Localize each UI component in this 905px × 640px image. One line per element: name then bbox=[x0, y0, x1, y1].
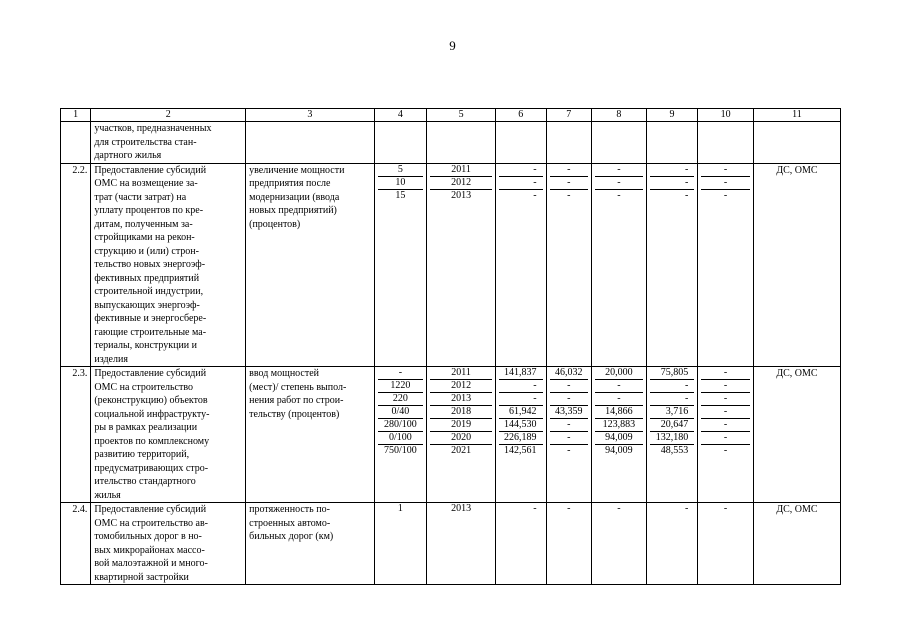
sub-value: 280/100 bbox=[378, 419, 424, 432]
sub-value: 94,009 bbox=[605, 445, 633, 456]
sub-value: - bbox=[550, 432, 589, 445]
indicator-line: тельству (процентов) bbox=[249, 408, 340, 420]
code-cell: 2.3. bbox=[61, 367, 91, 503]
sub-value: 2020 bbox=[430, 432, 492, 445]
sub-value: 1220 bbox=[378, 380, 424, 393]
value-cell bbox=[495, 367, 546, 503]
description-line: Предоставление субсидий bbox=[94, 368, 207, 379]
value-cell bbox=[546, 122, 592, 164]
indicator-line: строенных автомо- bbox=[249, 517, 331, 529]
sub-value: - bbox=[701, 164, 750, 177]
indicator-cell bbox=[246, 163, 374, 367]
sub-value: - bbox=[650, 393, 695, 406]
sub-value: 2019 bbox=[430, 419, 492, 432]
indicator-line: модернизации (ввода bbox=[249, 191, 340, 203]
sub-value: 15 bbox=[395, 189, 406, 201]
header-cell: 10 bbox=[698, 109, 754, 122]
sub-value: - bbox=[701, 380, 750, 393]
description-line: предусматривающих стро- bbox=[94, 462, 209, 474]
executor-cell: ДС, ОМС bbox=[753, 503, 840, 585]
sub-value: - bbox=[550, 164, 589, 177]
header-cell: 7 bbox=[546, 109, 592, 122]
sub-value: 144,530 bbox=[499, 419, 543, 432]
page-number: 9 bbox=[449, 38, 456, 53]
value-cell bbox=[592, 122, 647, 164]
description-line: тельство новых энергоэф- bbox=[94, 259, 206, 270]
description-line: жилья bbox=[94, 489, 121, 501]
sub-value: - bbox=[499, 380, 543, 393]
description-line: (реконструкцию) объектов bbox=[94, 395, 208, 406]
header-cell: 5 bbox=[427, 109, 496, 122]
program-row bbox=[61, 163, 841, 367]
year-cell bbox=[427, 122, 496, 164]
sub-value: - bbox=[550, 177, 589, 190]
indicator-line: (процентов) bbox=[249, 218, 301, 230]
sub-value: 2013 bbox=[451, 503, 472, 514]
header-cell: 1 bbox=[61, 109, 91, 122]
executor-cell: ДС, ОМС bbox=[753, 367, 840, 503]
sub-value: - bbox=[595, 393, 643, 406]
sub-value: - bbox=[723, 189, 728, 201]
indicator-line: предприятия после bbox=[249, 178, 331, 189]
header-cell: 6 bbox=[495, 109, 546, 122]
sub-value: - bbox=[684, 503, 689, 514]
description-line: дитам, полученным за- bbox=[94, 218, 193, 230]
description-line: уплату процентов по кре- bbox=[94, 205, 204, 216]
program-row bbox=[61, 503, 841, 585]
description-line: ОМС на возмещение за- bbox=[94, 178, 198, 189]
description-line: стройщиками на рекон- bbox=[94, 232, 195, 243]
sub-value: - bbox=[499, 393, 543, 406]
value-cell bbox=[698, 163, 754, 367]
value-cell bbox=[546, 367, 592, 503]
sub-value: - bbox=[701, 419, 750, 432]
sub-value: - bbox=[499, 164, 543, 177]
sub-value: 20,000 bbox=[595, 367, 643, 380]
value-cell bbox=[374, 163, 427, 367]
sub-value: - bbox=[701, 432, 750, 445]
sub-value: - bbox=[701, 177, 750, 190]
sub-value: - bbox=[723, 445, 728, 456]
sub-value: - bbox=[567, 445, 571, 456]
value-cell bbox=[495, 163, 546, 367]
value-cell bbox=[698, 367, 754, 503]
code-cell: 2.2. bbox=[61, 163, 91, 367]
executor-cell bbox=[753, 122, 840, 164]
sub-value: - bbox=[595, 164, 643, 177]
header-row bbox=[61, 109, 841, 122]
sub-value: 20,647 bbox=[650, 419, 695, 432]
sub-value: 3,716 bbox=[650, 406, 695, 419]
sub-value: 0/40 bbox=[378, 406, 424, 419]
description-line: Предоставление субсидий bbox=[94, 504, 207, 515]
description-line: гающие строительные ма- bbox=[94, 326, 207, 338]
sub-value: 2011 bbox=[430, 367, 492, 380]
sub-value: 2011 bbox=[430, 164, 492, 177]
year-cell bbox=[427, 367, 496, 503]
sub-value: 2012 bbox=[430, 380, 492, 393]
description-line: ОМС на строительство bbox=[94, 381, 194, 393]
sub-value: 1 bbox=[397, 503, 403, 514]
description-line: териалы, конструкции и bbox=[94, 340, 198, 351]
header-cell: 2 bbox=[91, 109, 246, 122]
description-line: выпускающих энергоэф- bbox=[94, 299, 200, 311]
description-cell bbox=[91, 367, 246, 503]
value-cell bbox=[374, 367, 427, 503]
sub-value: 5 bbox=[378, 164, 424, 177]
sub-value: - bbox=[533, 503, 537, 514]
value-cell bbox=[546, 163, 592, 367]
value-cell bbox=[646, 163, 698, 367]
sub-value: - bbox=[684, 189, 689, 201]
value-cell bbox=[592, 503, 647, 585]
value-cell bbox=[546, 503, 592, 585]
description-line: Предоставление субсидий bbox=[94, 164, 207, 176]
sub-value: - bbox=[595, 380, 643, 393]
description-line: для строительства стан- bbox=[94, 136, 197, 148]
sub-value: - bbox=[567, 503, 571, 514]
sub-value: 226,189 bbox=[499, 432, 543, 445]
sub-value: 46,032 bbox=[550, 367, 589, 380]
sub-value: 141,837 bbox=[499, 367, 543, 380]
sub-value: - bbox=[567, 189, 571, 201]
code-cell bbox=[61, 122, 91, 164]
sub-value: - bbox=[550, 393, 589, 406]
value-cell bbox=[698, 122, 754, 164]
header-cell: 11 bbox=[753, 109, 840, 122]
sub-value: - bbox=[378, 367, 424, 380]
sub-value: 123,883 bbox=[595, 419, 643, 432]
value-cell bbox=[646, 367, 698, 503]
header-cell: 9 bbox=[646, 109, 698, 122]
description-line: ительство стандартного bbox=[94, 476, 196, 487]
sub-value: 48,553 bbox=[660, 445, 689, 456]
description-line: ры в рамках реализации bbox=[94, 422, 198, 433]
indicator-line: (мест)/ степень выпол- bbox=[249, 381, 347, 393]
description-cell bbox=[91, 122, 246, 164]
indicator-line: увеличение мощности bbox=[249, 164, 345, 176]
description-line: ОМС на строительство ав- bbox=[94, 517, 209, 529]
sub-value: 220 bbox=[378, 393, 424, 406]
description-line: томобильных дорог в но- bbox=[94, 531, 202, 542]
value-cell bbox=[646, 122, 698, 164]
year-cell bbox=[427, 163, 496, 367]
description-line: проектов по комплексному bbox=[94, 435, 210, 447]
description-line: изделия bbox=[94, 353, 128, 365]
indicator-cell bbox=[246, 503, 374, 585]
value-cell bbox=[592, 163, 647, 367]
indicator-line: ввод мощностей bbox=[249, 368, 320, 379]
sub-value: - bbox=[617, 503, 621, 514]
sub-value: 75,805 bbox=[650, 367, 695, 380]
description-line: квартирной застройки bbox=[94, 571, 189, 583]
header-cell: 3 bbox=[246, 109, 374, 122]
sub-value: - bbox=[595, 177, 643, 190]
code-cell: 2.4. bbox=[61, 503, 91, 585]
sub-value: 43,359 bbox=[550, 406, 589, 419]
sub-value: 10 bbox=[378, 177, 424, 190]
sub-value: 142,561 bbox=[504, 445, 537, 456]
indicator-line: бильных дорог (км) bbox=[249, 531, 334, 542]
sub-value: 14,866 bbox=[595, 406, 643, 419]
sub-value: - bbox=[533, 189, 537, 201]
sub-value: 2013 bbox=[430, 393, 492, 406]
sub-value: 2013 bbox=[451, 189, 472, 201]
description-cell bbox=[91, 163, 246, 367]
sub-value: 2012 bbox=[430, 177, 492, 190]
description-line: развитию территорий, bbox=[94, 449, 190, 460]
value-cell bbox=[646, 503, 698, 585]
description-line: строительной индустрии, bbox=[94, 286, 204, 297]
sub-value: - bbox=[723, 503, 728, 514]
sub-value: 94,009 bbox=[595, 432, 643, 445]
description-line: участков, предназначенных bbox=[94, 123, 212, 134]
indicator-line: протяженность по- bbox=[249, 504, 330, 515]
sub-value: 2018 bbox=[430, 406, 492, 419]
sub-value: 0/100 bbox=[378, 432, 424, 445]
indicator-line: новых предприятий) bbox=[249, 205, 337, 216]
sub-value: 132,180 bbox=[650, 432, 695, 445]
description-line: струкцию и (или) строн- bbox=[94, 245, 199, 257]
sub-value: - bbox=[550, 380, 589, 393]
sub-value: - bbox=[550, 419, 589, 432]
continuation-row bbox=[61, 122, 841, 164]
sub-value: - bbox=[701, 393, 750, 406]
year-cell bbox=[427, 503, 496, 585]
program-row bbox=[61, 367, 841, 503]
description-line: вой малоэтажной и много- bbox=[94, 558, 208, 569]
description-cell bbox=[91, 503, 246, 585]
description-line: дартного жилья bbox=[94, 150, 162, 161]
sub-value: - bbox=[701, 406, 750, 419]
sub-value: - bbox=[650, 177, 695, 190]
sub-value: 61,942 bbox=[499, 406, 543, 419]
sub-value: - bbox=[650, 380, 695, 393]
indicator-cell bbox=[246, 367, 374, 503]
sub-value: 750/100 bbox=[384, 445, 417, 456]
value-cell bbox=[374, 122, 427, 164]
sub-value: - bbox=[499, 177, 543, 190]
value-cell bbox=[495, 503, 546, 585]
description-line: фективные и энергосбере- bbox=[94, 313, 207, 324]
program-table bbox=[60, 108, 841, 585]
description-line: вых микрорайонах массо- bbox=[94, 544, 205, 556]
sub-value: - bbox=[650, 164, 695, 177]
header-cell: 4 bbox=[374, 109, 427, 122]
value-cell bbox=[592, 367, 647, 503]
value-cell bbox=[495, 122, 546, 164]
indicator-line: нения работ по строи- bbox=[249, 395, 344, 406]
description-line: трат (части затрат) на bbox=[94, 191, 187, 203]
sub-value: 2021 bbox=[451, 445, 472, 456]
value-cell bbox=[374, 503, 427, 585]
description-line: фективных предприятий bbox=[94, 272, 200, 284]
executor-cell: ДС, ОМС bbox=[753, 163, 840, 367]
header-cell: 8 bbox=[592, 109, 647, 122]
sub-value: - bbox=[617, 189, 621, 201]
indicator-cell bbox=[246, 122, 374, 164]
description-line: социальной инфраструкту- bbox=[94, 408, 210, 420]
value-cell bbox=[698, 503, 754, 585]
sub-value: - bbox=[701, 367, 750, 380]
